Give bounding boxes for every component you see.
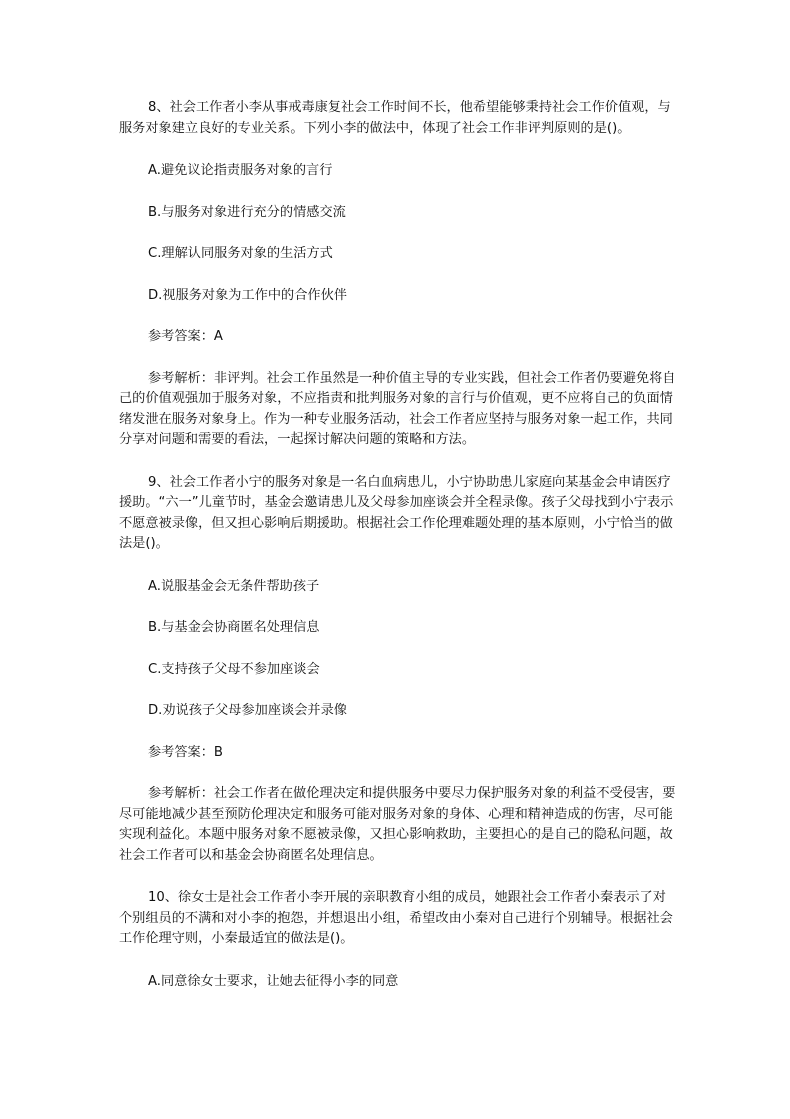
question-stem: 9、社会工作者小宁的服务对象是一名白血病患儿，小宁协助患儿家庭向某基金会申请医疗援助。“六一”儿童节时，基金会邀请患儿及父母参加座谈会并全程录像。孩子父母找到小宁表示不愿意被录像，但又担心影响后期援助。根据社会工作伦理难题处理的基本原则，小宁恰当的做法是()。: [119, 474, 674, 551]
option-b: B.与基金会协商匿名处理信息: [148, 620, 320, 635]
option-d: D.劝说孩子父母参加座谈会并录像: [148, 703, 347, 718]
option-b: B.与服务对象进行充分的情感交流: [148, 204, 346, 220]
option-a: A.说服基金会无条件帮助孩子: [148, 578, 320, 594]
answer: 参考答案：A: [148, 329, 223, 344]
option-c: C.支持孩子父母不参加座谈会: [148, 661, 320, 677]
option-d: D.视服务对象为工作中的合作伙伴: [148, 287, 347, 303]
question-8: [119, 98, 679, 451]
analysis: 参考解析：社会工作者在做伦理决定和提供服务中要尽力保护服务对象的利益不受侵害，要尽可能地减少甚至预防伦理决定和服务可能对服务对象的身体、心理和精神造成的伤害，尽可能实现利益化。本题中服务对象不愿被录像，又担心影响救助，主要担心的是自己的隐私问题，故社会工作者可以和基金会协商匿名处理信息。: [119, 786, 676, 863]
analysis: 参考解析：非评判。社会工作虽然是一种价值主导的专业实践，但社会工作者仍要避免将自己的价值观强加于服务对象，不应指责和批判服务对象的言行与价值观，更不应将自己的负面情绪发泄在服务对象身上。作为一种专业服务活动，社会工作者应坚持与服务对象一起工作，共同分享对问题和需要的看法，一起探讨解决问题的策略和方法。: [119, 370, 676, 447]
question-stem: 8、社会工作者小李从事戒毒康复社会工作时间不长，他希望能够秉持社会工作价值观，与服务对象建立良好的专业关系。下列小李的做法中，体现了社会工作非评判原则的是()。: [119, 100, 671, 136]
question-stem: 10、徐女士是社会工作者小李开展的亲职教育小组的成员，她跟社会工作者小秦表示了对个别组员的不满和对小李的抱怨，并想退出小组，希望改由小秦对自己进行个别辅导。根据社会工作伦理守则，小秦最适宜的做法是()。: [119, 890, 673, 946]
option-c: C.理解认同服务对象的生活方式: [148, 246, 333, 261]
question-9: [119, 473, 679, 867]
answer: 参考答案：B: [148, 744, 223, 760]
question-10: [119, 888, 679, 992]
option-a: A.避免议论指责服务对象的言行: [148, 163, 333, 178]
option-a: A.同意徐女士要求，让她去征得小李的同意: [148, 973, 399, 989]
document-page: [119, 98, 679, 992]
